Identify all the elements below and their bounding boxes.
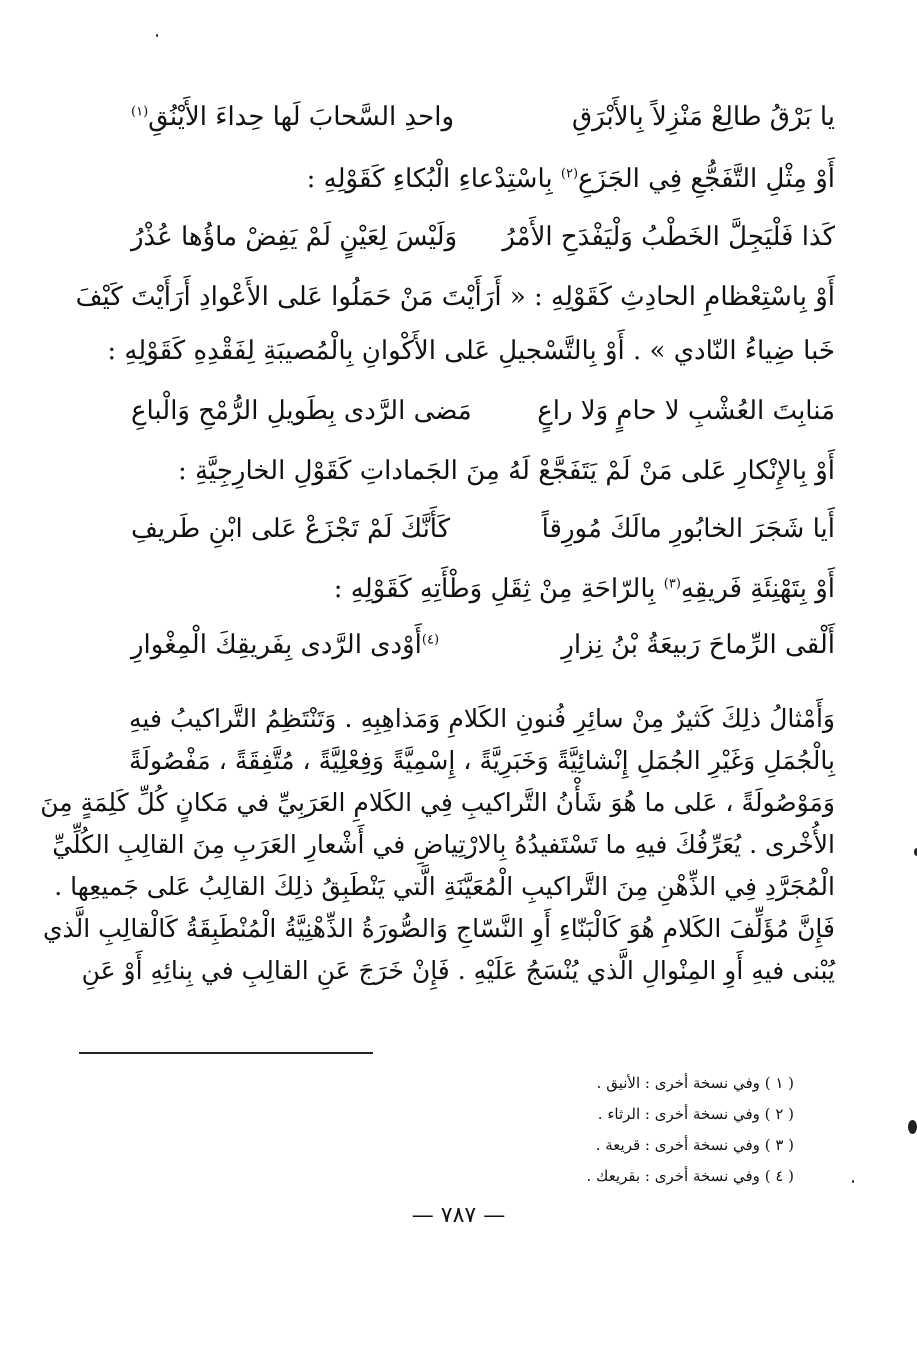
text-line-9 [334,574,835,604]
page-number: — ٧٨٧ — [411,1203,506,1228]
text-line-2-part-b: بِاسْتِدْعاءِ الْبُكاءِ كَقَوْلِهِ : [306,164,553,194]
footnote-ref-2[interactable]: (٢) [560,166,579,182]
verse-2 [131,222,835,262]
verse-5-first-hemistich: أَلْقى الرِّماحَ رَبيعَةُ بْنُ نِزارِ [561,630,835,660]
footnote-2: ( ٢ ) وفي نسخة أخرى : الرثاء . [597,1105,794,1123]
verse-2-second-hemistich: وَلَيْسَ لِعَيْنٍ لَمْ يَفِضْ ماؤُها عُذْرُ [131,222,458,252]
footnote-separator [79,1052,373,1054]
scan-speck [852,1180,854,1183]
scan-speck [156,34,158,37]
text-line-9-part-b: بِالرّاحَةِ مِنْ ثِقَلِ وَطْأَتِهِ كَقَوْلِهِ : [333,574,656,604]
text-line-2-part-a: أَوْ مِثْلِ التَّفَجُّعِ فِي الجَزَعِ [578,164,835,194]
verse-2-first-hemistich: كَذا فَلْيَجِلَّ الخَطْبُ وَلْيَفْدَحِ الأَمْرُ [502,222,835,252]
verse-3-first-hemistich: مَنابِتَ العُشْبِ لا حامٍ وَلا راعٍ [537,396,835,426]
verse-4 [131,514,835,554]
verse-4-first-hemistich: أَيا شَجَرَ الخابُورِ مالَكَ مُورِقاً [541,514,835,544]
footnote-4: ( ٤ ) وفي نسخة أخرى : بقريعك . [586,1167,794,1185]
prose-line-6: فَإِنَّ مُؤَلِّفَ الكَلامِ هُوَ كَالْبَنّاءِ أَوِ النَّسّاجِ وَالصُّورَةُ الذِّهْنِيَّةُ الْمُنْطَبِقَةُ كَالْقالِبِ الَّذي [42,914,835,943]
prose-paragraph [40,698,835,992]
verse-5-second-hemistich [131,630,439,660]
text-line-5: خَبا ضِياءُ النّادي » . أَوْ بِالتَّسْجيلِ عَلى الأَكْوانِ بِالْمُصيبَةِ لِفَقْدِهِ كَقَوْلِهِ : [107,336,835,366]
verse-3 [131,396,835,436]
prose-line-1: وَأَمْثالُ ذلِكَ كَثيرٌ مِنْ سائِرِ فُنونِ الكَلامِ وَمَذاهِبِهِ . وَتَنْتَظِمُ التَّراكيبُ فيهِ [129,704,835,733]
footnotes [587,1068,794,1192]
verse-5 [131,630,835,670]
verse-1-first-hemistich: يا بَرْقُ طالِعْ مَنْزِلاً بِالأَبْرَقِ [571,102,835,132]
text-line-4: أَوْ بِاسْتِعْظامِ الحادِثِ كَقَوْلِهِ : « أَرَأَيْتَ مَنْ حَمَلُوا عَلى الأَعْوادِ أَرَأَيْتَ كَيْفَ [75,282,835,312]
footnote-ref-1[interactable]: (١) [131,104,149,120]
verse-4-second-hemistich: كَأَنَّكَ لَمْ تَجْزَعْ عَلى ابْنِ طَريفِ [131,514,451,544]
scan-mark-dot [908,1120,917,1134]
text-line-9-part-a: أَوْ بِتَهْنِئَةِ فَريقِهِ [680,574,835,604]
verse-3-second-hemistich: مَضى الرَّدى بِطَويلِ الرُّمْحِ وَالْباعِ [131,396,472,426]
verse-1-second-hemistich [131,102,454,132]
verse-1-second-text: واحدِ السَّحابَ لَها حِداءَ الأَيْنُقِ [148,102,455,132]
footnote-ref-3[interactable]: (٣) [663,576,681,592]
text-line-2 [307,164,835,194]
prose-line-2: بِالْجُمَلِ وَغَيْرِ الجُمَلِ إِنْشائِيَّةً وَخَبَرِيَّةً ، إِسْمِيَّةً وَفِعْلِيَّةً ، مُتَّفِقَةً ، مَفْصُولَةً [129,746,835,775]
footnote-ref-4[interactable]: (٤) [421,632,440,648]
prose-line-7: يُبْنى فيهِ أَوِ المِنْوالِ الَّذي يُنْسَجُ عَلَيْهِ . فَإِنْ خَرَجَ عَنِ القالِبِ في بِنائِهِ أَوْ عَنِ [81,956,835,985]
footnote-1: ( ١ ) وفي نسخة أخرى : الأنيق . [596,1074,794,1092]
footnote-3: ( ٣ ) وفي نسخة أخرى : قريعة . [595,1136,794,1154]
verse-5-second-text: أَوْدى الرَّدى بِفَريقِكَ الْمِغْوارِ [131,630,422,660]
prose-line-4: الأُخْرى . يُعَرِّفُكَ فيهِ ما تَسْتَفيدُهُ بِالارْتِياضِ في أَشْعارِ العَرَبِ مِنَ القالِبِ الكُلِّيِّ [52,830,835,859]
verse-1 [131,102,835,142]
prose-line-3: وَمَوْصُولَةً ، عَلى ما هُوَ شَأْنُ التَّراكيبِ فِي الكَلامِ العَرَبِيِّ في مَكانٍ كُلِّ كَلِمَةٍ مِنَ [40,788,835,817]
prose-line-5: الْمُجَرَّدِ فِي الذِّهْنِ مِنَ التَّراكيبِ الْمُعَيَّنَةِ الَّتي يَنْطَبِقُ ذلِكَ القالِبُ عَلى جَميعِها . [54,872,835,901]
text-line-7: أَوْ بِالإِنْكارِ عَلى مَنْ لَمْ يَتَفَجَّعْ لَهُ مِنَ الجَماداتِ كَقَوْلِ الخارِجِيَّةِ : [178,456,835,486]
